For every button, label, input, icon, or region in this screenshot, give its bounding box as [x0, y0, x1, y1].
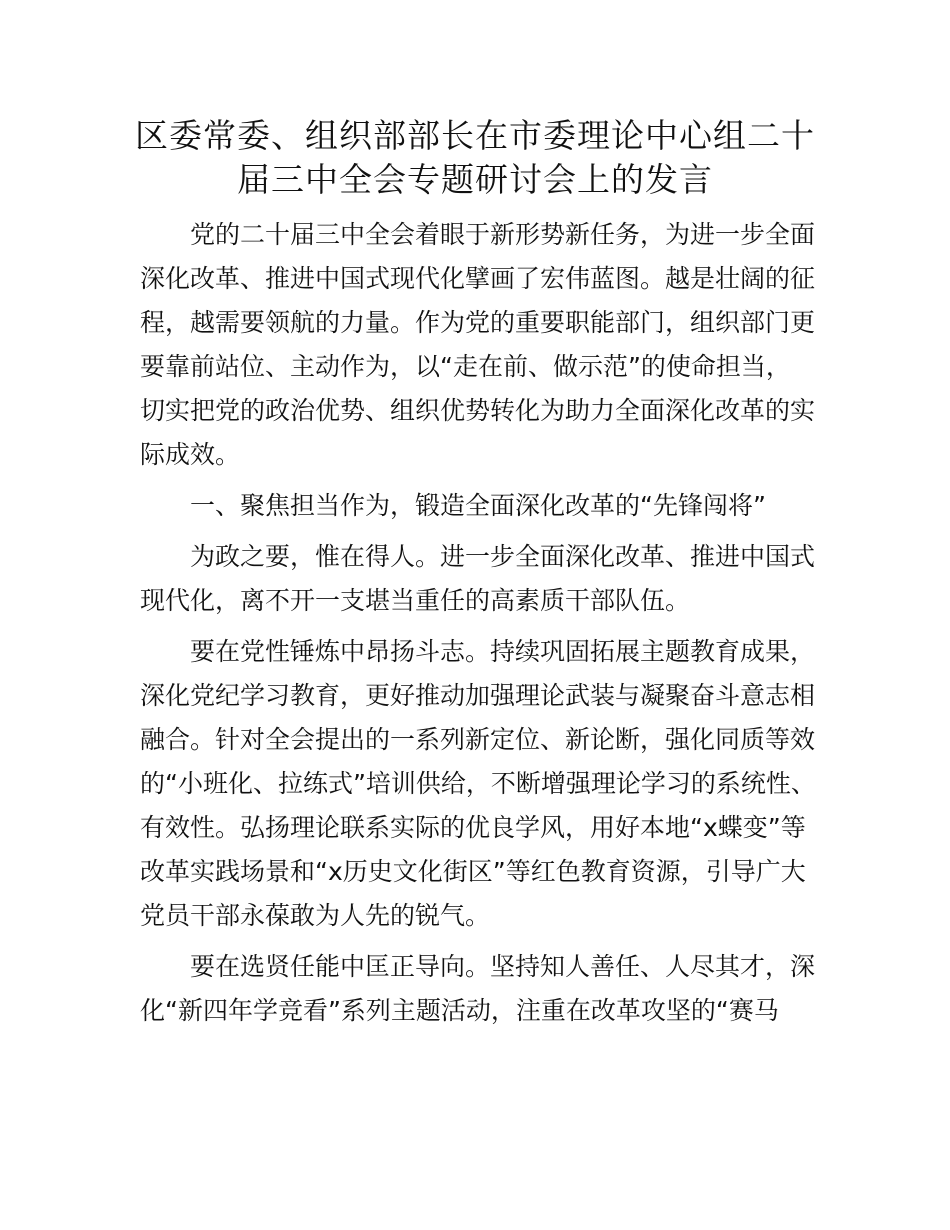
- paragraph-1-line-2: 深化改革、推进中国式现代化擘画了宏伟蓝图。越是壮阔的征: [140, 264, 816, 293]
- paragraph-1-line-4: 要靠前站位、主动作为，以“走在前、做示范”的使命担当，: [140, 352, 791, 381]
- paragraph-4-line-2: 深化党纪学习教育，更好推动加强理论武装与凝聚奋斗意志相: [140, 681, 816, 710]
- paragraph-4-line-4: 的“小班化、拉练式”培训供给，不断增强理论学习的系统性、: [140, 769, 816, 798]
- paragraph-1-line-1: 党的二十届三中全会着眼于新形势新任务，为进一步全面: [190, 220, 816, 249]
- paragraph-4-line-5: 有效性。弘扬理论联系实际的优良学风，用好本地“x蝶变”等: [140, 813, 806, 842]
- paragraph-3-line-2: 现代化，离不开一支堪当重任的高素质干部队伍。: [140, 586, 691, 615]
- document-title-line-2: 届三中全会专题研讨会上的发言: [237, 160, 713, 199]
- paragraph-3-line-1: 为政之要，惟在得人。进一步全面深化改革、推进中国式: [190, 542, 816, 571]
- document-title-line-1: 区委常委、组织部部长在市委理论中心组二十: [135, 116, 815, 155]
- paragraph-4-line-7: 党员干部永葆敢为人先的锐气。: [140, 901, 491, 930]
- paragraph-1-line-5: 切实把党的政治优势、组织优势转化为助力全面深化改革的实: [140, 396, 816, 425]
- paragraph-5-line-2: 化“新四年学竞看”系列主题活动，注重在改革攻坚的“赛马: [140, 996, 779, 1025]
- paragraph-1-line-6: 际成效。: [140, 440, 241, 469]
- section-heading-1: 一、聚焦担当作为，锻造全面深化改革的“先锋闯将”: [190, 491, 766, 520]
- paragraph-4-line-6: 改革实践场景和“x历史文化街区”等红色教育资源，引导广大: [140, 857, 806, 886]
- paragraph-5-line-1: 要在选贤任能中匡正导向。坚持知人善任、人尽其才，深: [190, 952, 816, 981]
- paragraph-4-line-3: 融合。针对全会提出的一系列新定位、新论断，强化同质等效: [140, 725, 816, 754]
- paragraph-1-line-3: 程，越需要领航的力量。作为党的重要职能部门，组织部门更: [140, 308, 816, 337]
- paragraph-4-line-1: 要在党性锤炼中昂扬斗志。持续巩固拓展主题教育成果，: [190, 637, 816, 666]
